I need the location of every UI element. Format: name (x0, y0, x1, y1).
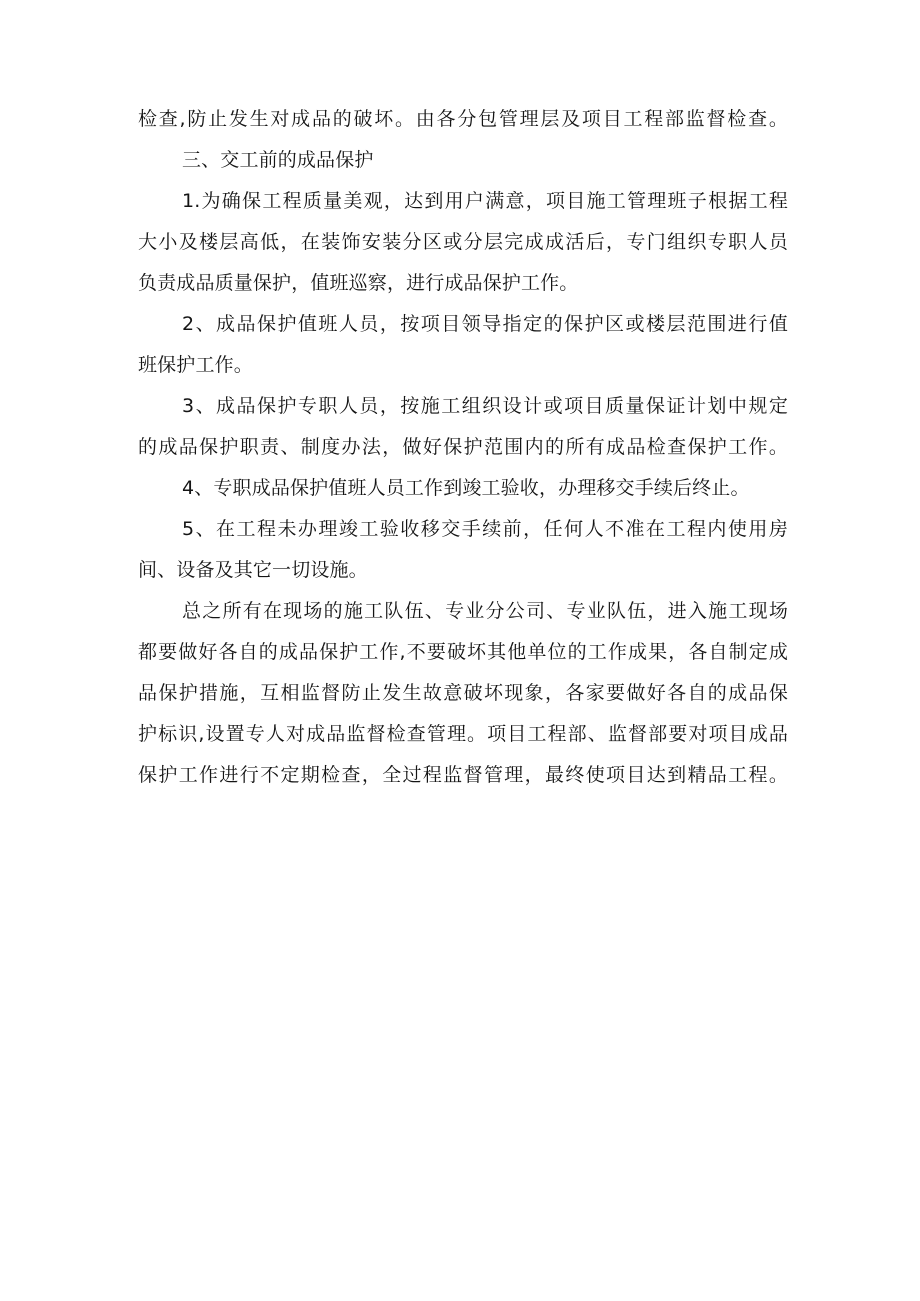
summary-line-2: 都要做好各自的成品保护工作,不要破坏其他单位的工作成果，各自制定成 (138, 641, 788, 663)
item-5-paragraph (138, 509, 788, 591)
item-2-paragraph (138, 304, 788, 386)
summary-paragraph (138, 591, 788, 796)
item-1-line-3: 负责成品质量保护，值班巡察，进行成品保护工作。 (138, 272, 579, 294)
item-5-line-2: 间、设备及其它一切设施。 (138, 559, 368, 581)
summary-line-4: 护标识,设置专人对成品监督检查管理。项目工程部、监督部要对项目成品 (138, 723, 788, 745)
item-4-line-1: 4、专职成品保护值班人员工作到竣工验收，办理移交手续后终止。 (182, 477, 750, 499)
summary-line-3: 品保护措施，互相监督防止发生故意破坏现象，各家要做好各自的成品保 (138, 682, 788, 704)
item-1-line-2: 大小及楼层高低，在装饰安装分区或分层完成成活后，专门组织专职人员 (138, 231, 788, 253)
item-3-line-1: 3、成品保护专职人员，按施工组织设计或项目质量保证计划中规定 (182, 395, 788, 417)
item-5-line-1: 5、在工程未办理竣工验收移交手续前，任何人不准在工程内使用房 (182, 518, 788, 540)
section-heading: 三、交工前的成品保护 (182, 149, 374, 171)
item-1-line-1: 1.为确保工程质量美观，达到用户满意，项目施工管理班子根据工程 (182, 190, 788, 212)
summary-line-1: 总之所有在现场的施工队伍、专业分公司、专业队伍，进入施工现场 (182, 600, 788, 622)
item-1-paragraph (138, 181, 788, 304)
paragraph-continuation-line: 检查,防止发生对成品的破坏。由各分包管理层及项目工程部监督检查。 (138, 108, 788, 130)
document-body (138, 99, 788, 796)
item-4-paragraph (138, 468, 788, 509)
item-3-line-2: 的成品保护职责、制度办法，做好保护范围内的所有成品检查保护工作。 (138, 436, 788, 458)
item-2-line-1: 2、成品保护值班人员，按项目领导指定的保护区或楼层范围进行值 (182, 313, 788, 335)
summary-line-5: 保护工作进行不定期检查，全过程监督管理，最终使项目达到精品工程。 (138, 764, 788, 786)
item-2-line-2: 班保护工作。 (138, 354, 253, 376)
item-3-paragraph (138, 386, 788, 468)
